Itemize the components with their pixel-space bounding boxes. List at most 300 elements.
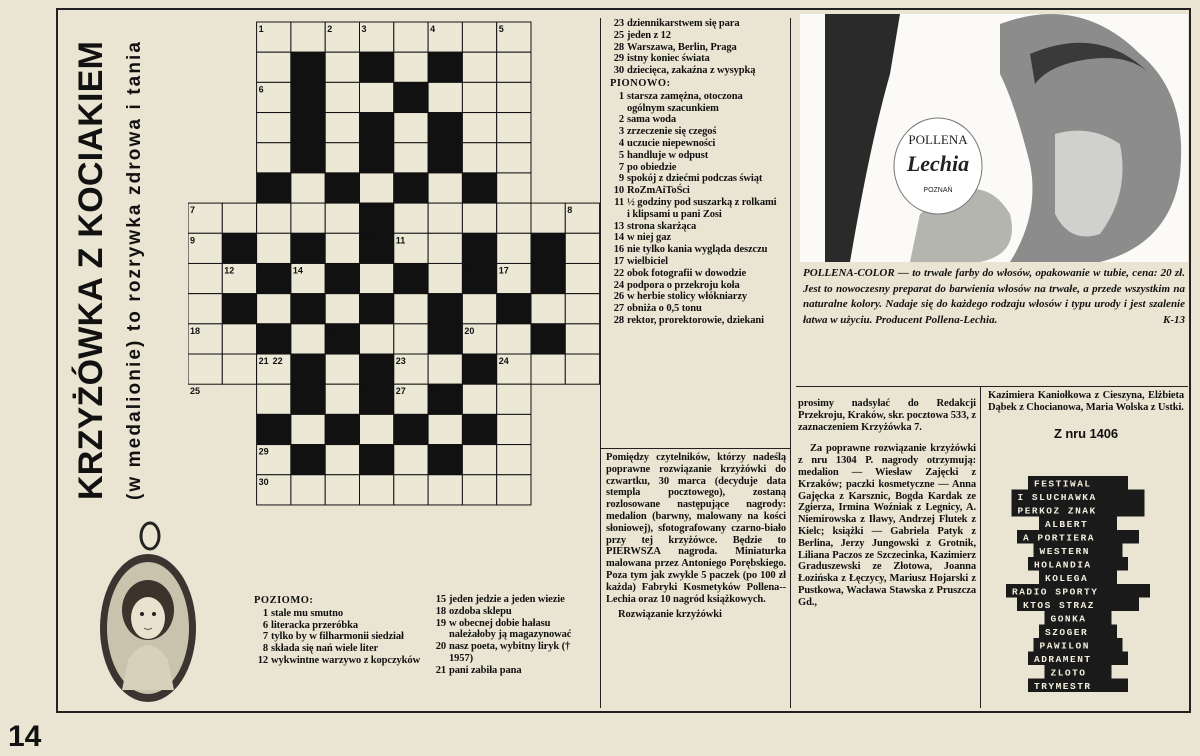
clue-item bbox=[610, 256, 780, 268]
clue-text: ½ godziny pod suszarką z rolkami i klipsami u pani Zosi bbox=[627, 196, 777, 220]
grid-number: 22 bbox=[272, 356, 283, 367]
grid-block bbox=[291, 384, 325, 414]
column-divider bbox=[790, 18, 791, 708]
clue-number: 19 bbox=[435, 617, 446, 629]
grid-cell bbox=[394, 203, 428, 233]
grid-cell bbox=[462, 113, 496, 143]
grid-cell bbox=[428, 354, 462, 384]
clue-text: wykwintne warzywo z kopczyków bbox=[271, 654, 421, 666]
grid-block bbox=[428, 143, 462, 173]
grid-block bbox=[325, 173, 359, 203]
grid-number: 8 bbox=[567, 205, 573, 216]
grid-cell bbox=[360, 324, 394, 354]
grid-number: 7 bbox=[190, 205, 196, 216]
solution-row: HOLANDIA bbox=[1034, 559, 1092, 571]
clue-item bbox=[610, 291, 780, 303]
grid-block bbox=[360, 354, 394, 384]
grid-block bbox=[360, 445, 394, 475]
grid-number: 24 bbox=[498, 356, 509, 367]
grid-cell bbox=[428, 203, 462, 233]
grid-block bbox=[291, 143, 325, 173]
grid-cell bbox=[325, 354, 359, 384]
clue-item bbox=[432, 665, 592, 677]
grid-cell bbox=[325, 294, 359, 324]
grid-block bbox=[291, 354, 325, 384]
clue-number: 7 bbox=[262, 631, 268, 643]
clue-number: 12 bbox=[257, 654, 268, 666]
clue-text: rektor, prorektorowie, dziekani bbox=[627, 314, 764, 326]
grid-cell bbox=[462, 22, 496, 52]
grid-cell bbox=[257, 384, 291, 414]
clue-text: handluje w odpust bbox=[627, 149, 709, 161]
grid-cell bbox=[325, 384, 359, 414]
clue-item bbox=[432, 641, 592, 665]
clue-item bbox=[610, 280, 780, 292]
grid-number: 16 bbox=[464, 265, 475, 276]
grid-cell bbox=[565, 354, 599, 384]
clue-item bbox=[254, 620, 429, 632]
grid-cell bbox=[531, 294, 565, 324]
clue-item bbox=[254, 608, 429, 620]
grid-cell bbox=[497, 445, 531, 475]
grid-block bbox=[531, 263, 565, 293]
clue-text: w niej gaz bbox=[627, 232, 671, 244]
clue-text: spokój z dziećmi podczas świąt bbox=[627, 173, 763, 185]
solution-row: SZOGER bbox=[1045, 627, 1089, 638]
grid-cell bbox=[462, 445, 496, 475]
grid-cell bbox=[325, 82, 359, 112]
pionowo-heading: PIONOWO: bbox=[610, 77, 671, 89]
grid-block bbox=[462, 173, 496, 203]
grid-cell bbox=[291, 324, 325, 354]
grid-block bbox=[428, 294, 462, 324]
solution-row: PERKOZ ZNAK bbox=[1017, 505, 1097, 517]
clue-text: strona skarżąca bbox=[627, 220, 697, 232]
clue-item bbox=[610, 126, 780, 138]
grid-cell bbox=[531, 354, 565, 384]
grid-block bbox=[257, 173, 291, 203]
grid-cell bbox=[291, 475, 325, 505]
clue-item bbox=[254, 655, 429, 667]
clue-item bbox=[610, 138, 780, 150]
grid-block bbox=[462, 414, 496, 444]
solution-row: GONKA bbox=[1050, 613, 1087, 625]
grid-cell bbox=[428, 475, 462, 505]
grid-cell bbox=[497, 384, 531, 414]
clue-text: obniża o 0,5 tonu bbox=[627, 303, 702, 315]
clue-text: po obiedzie bbox=[627, 161, 677, 173]
grid-cell bbox=[188, 263, 222, 293]
grid-cell bbox=[497, 233, 531, 263]
grid-cell bbox=[360, 82, 394, 112]
grid-number: 29 bbox=[258, 446, 269, 457]
clue-number: 24 bbox=[613, 279, 624, 291]
grid-block bbox=[428, 52, 462, 82]
clue-number: 18 bbox=[435, 605, 446, 617]
grid-cell bbox=[325, 445, 359, 475]
grid-cell bbox=[565, 233, 599, 263]
prize-text bbox=[606, 452, 786, 621]
clue-number: 16 bbox=[613, 244, 624, 256]
grid-cell bbox=[497, 52, 531, 82]
poziomo-column-3 bbox=[610, 18, 780, 327]
solution-row: ADRAMENT bbox=[1034, 654, 1092, 665]
grid-cell bbox=[325, 203, 359, 233]
grid-block bbox=[497, 294, 531, 324]
clue-text: stale mu smutno bbox=[271, 607, 344, 619]
grid-cell bbox=[428, 233, 462, 263]
grid-cell bbox=[428, 173, 462, 203]
grid-cell bbox=[428, 414, 462, 444]
grid-cell bbox=[360, 173, 394, 203]
clue-text: zrzeczenie się czegoś bbox=[627, 126, 717, 138]
grid-cell bbox=[360, 263, 394, 293]
clue-item bbox=[610, 114, 780, 126]
clue-number: 28 bbox=[613, 314, 624, 326]
send-instructions: prosimy nadsyłać do Redakcji Przekroju, Kraków, skr. pocztowa 533, z zaznaczeniem Krzyżówka 7. bbox=[798, 398, 976, 433]
grid-cell bbox=[497, 173, 531, 203]
grid-number: 26 bbox=[361, 386, 372, 397]
grid-cell bbox=[394, 324, 428, 354]
grid-cell bbox=[257, 294, 291, 324]
clue-text: tylko by w filharmonii siedział bbox=[271, 631, 404, 643]
grid-block bbox=[291, 52, 325, 82]
grid-number: 6 bbox=[258, 84, 264, 95]
clue-number: 20 bbox=[435, 641, 446, 653]
grid-block bbox=[360, 113, 394, 143]
grid-cell bbox=[462, 143, 496, 173]
grid-cell bbox=[325, 52, 359, 82]
clue-item bbox=[432, 618, 592, 642]
grid-cell bbox=[257, 52, 291, 82]
clue-text: Warszawa, Berlin, Praga bbox=[627, 41, 737, 53]
grid-block bbox=[360, 143, 394, 173]
grid-cell bbox=[394, 294, 428, 324]
grid-cell bbox=[325, 113, 359, 143]
grid-block bbox=[291, 113, 325, 143]
clue-item bbox=[610, 232, 780, 244]
grid-block bbox=[325, 263, 359, 293]
grid-cell bbox=[497, 113, 531, 143]
grid-cell bbox=[565, 324, 599, 354]
clue-number: 11 bbox=[614, 196, 624, 208]
grid-block bbox=[291, 445, 325, 475]
grid-block bbox=[462, 354, 496, 384]
clue-item bbox=[432, 606, 592, 618]
clue-item bbox=[610, 42, 780, 54]
clue-text: starsza zamężna, otoczona ogólnym szacunkiem bbox=[627, 90, 743, 114]
clue-item bbox=[610, 18, 780, 30]
grid-number: 13 bbox=[258, 265, 269, 276]
grid-block bbox=[291, 233, 325, 263]
grid-number: 9 bbox=[190, 235, 196, 246]
clue-text: ozdoba sklepu bbox=[449, 605, 512, 617]
solution-row: RADIO SPORTY bbox=[1012, 586, 1099, 598]
clue-text: pani zabiła pana bbox=[449, 664, 522, 676]
clue-item bbox=[610, 53, 780, 65]
grid-cell bbox=[257, 113, 291, 143]
grid-cell bbox=[462, 52, 496, 82]
grid-cell bbox=[565, 263, 599, 293]
grid-cell bbox=[497, 82, 531, 112]
winners-list-continued: Kazimiera Kaniołkowa z Cieszyna, Elżbieta Dąbek z Chocianowa, Maria Wolska z Ustki. bbox=[988, 390, 1184, 413]
poziomo-heading: POZIOMO: bbox=[254, 595, 314, 606]
grid-block bbox=[257, 414, 291, 444]
previous-solution-grid bbox=[988, 472, 1168, 704]
clue-number: 2 bbox=[618, 114, 624, 126]
prize-paragraph: Pomiędzy czytelników, którzy nadeślą poprawne rozwiązanie krzyżówki do czwartku, 30 marca (decyduje data stempla pocztowego), zostaną rozlosowane następujące nagrody: medalion (barwny, malowany na kości słoniowej), sfotografowany czarno-biało przy tej krzyżówce. Będzie to PIERWSZA nagroda. Miniaturka malowana przez Antoniego Porębskiego. Poza tym jak zwykle 5 paczek (po 100 zł każda) Fabryki Kosmetyków Pollena--Lechia oraz 10 nagród książkowych. bbox=[606, 452, 786, 605]
clue-item bbox=[610, 244, 780, 256]
grid-block bbox=[222, 294, 256, 324]
clue-number: 27 bbox=[613, 303, 624, 315]
winners-list: Za poprawne rozwiązanie krzyżówki z nru 1304 P. nagrody otrzymują: medalion — Wiesław Zajęcki z Krzaków; paczki kosmetyczne — Anna Gajęcka z Karsznic, Bogda Kardak ze Zgierza, Irmina Woźniak z Legnicy, A. Niemirowska z Iławy, Andrzej Flutek z Kielc; książki — Gabriela Patyk z Berlina, Jerzy Jungowski z Grotnik, Liliana Paczos ze Szczecinka, Kazimierz Graduszewski ze Złotowa, Joanna Łozińska z Łęczycy, Mariusz Hojarski z Pustkowa, Wacława Stawska z Pruszcza Gd., bbox=[798, 443, 976, 608]
grid-block bbox=[360, 294, 394, 324]
grid-cell bbox=[291, 173, 325, 203]
grid-cell bbox=[325, 475, 359, 505]
ad-text bbox=[803, 266, 1185, 328]
solution-row: KTOS STRAZ bbox=[1023, 600, 1096, 611]
clue-number: 21 bbox=[435, 664, 446, 676]
solution-row: I SLUCHAWKA bbox=[1017, 492, 1097, 503]
grid-block bbox=[394, 82, 428, 112]
grid-cell bbox=[497, 324, 531, 354]
solution-row: PAWILON bbox=[1039, 640, 1090, 652]
grid-cell bbox=[222, 203, 256, 233]
clue-number: 4 bbox=[618, 137, 624, 149]
clue-number: 9 bbox=[618, 173, 624, 185]
grid-number: 30 bbox=[258, 476, 269, 487]
clue-item bbox=[254, 631, 429, 643]
clue-text: dziecięca, zakaźna z wysypką bbox=[627, 65, 756, 77]
grid-cell bbox=[291, 203, 325, 233]
clue-number: 1 bbox=[262, 607, 268, 619]
clue-item bbox=[610, 162, 780, 174]
clue-text: istny koniec świata bbox=[627, 53, 710, 65]
grid-cell bbox=[291, 22, 325, 52]
grid-cell bbox=[565, 294, 599, 324]
grid-cell bbox=[428, 263, 462, 293]
grid-cell bbox=[462, 82, 496, 112]
clue-number: 17 bbox=[613, 255, 624, 267]
grid-cell bbox=[222, 354, 256, 384]
clue-item bbox=[432, 594, 592, 606]
clue-item bbox=[254, 643, 429, 655]
grid-number: 28 bbox=[430, 386, 441, 397]
grid-block bbox=[428, 445, 462, 475]
crossword-title bbox=[60, 12, 150, 512]
grid-cell bbox=[222, 324, 256, 354]
solution-row: FESTIWAL bbox=[1034, 478, 1092, 490]
grid-block bbox=[360, 52, 394, 82]
clue-item bbox=[610, 173, 780, 185]
ad-brand-script: Lechia bbox=[906, 151, 970, 176]
grid-cell bbox=[360, 414, 394, 444]
grid-number: 4 bbox=[430, 24, 436, 34]
ad-brand-top: POLLENA bbox=[908, 132, 968, 147]
grid-number: 11 bbox=[395, 235, 406, 246]
clue-item bbox=[610, 197, 780, 221]
grid-cell bbox=[394, 113, 428, 143]
grid-number: 15 bbox=[395, 265, 406, 276]
grid-cell bbox=[257, 203, 291, 233]
grid-cell bbox=[325, 233, 359, 263]
grid-block bbox=[291, 82, 325, 112]
grid-block bbox=[428, 324, 462, 354]
grid-number: 14 bbox=[292, 265, 303, 276]
grid-cell bbox=[497, 143, 531, 173]
clue-number: 25 bbox=[613, 29, 624, 41]
grid-block bbox=[428, 113, 462, 143]
grid-cell bbox=[462, 384, 496, 414]
grid-cell bbox=[497, 475, 531, 505]
solution-heading: Z nru 1406 bbox=[1053, 425, 1119, 441]
grid-cell bbox=[291, 414, 325, 444]
clue-number: 6 bbox=[262, 619, 268, 631]
grid-block bbox=[360, 203, 394, 233]
grid-number: 5 bbox=[498, 24, 504, 34]
clue-number: 3 bbox=[618, 126, 624, 138]
grid-cell bbox=[394, 143, 428, 173]
grid-number: 17 bbox=[498, 265, 509, 276]
clue-item bbox=[610, 303, 780, 315]
clue-number: 30 bbox=[613, 65, 624, 77]
grid-cell bbox=[462, 294, 496, 324]
grid-block bbox=[394, 173, 428, 203]
clue-number: 28 bbox=[613, 41, 624, 53]
clue-text: RoZmAiToŚci bbox=[627, 185, 690, 197]
prize-paragraph-end: Rozwiązanie krzyżówki bbox=[618, 609, 722, 621]
page-number: 14 bbox=[8, 720, 42, 753]
clue-text: nie tylko kania wygląda deszczu bbox=[627, 244, 768, 256]
solution-row: ZLOTO bbox=[1050, 667, 1087, 679]
ad-description: POLLENA-COLOR — to trwałe farby do włosów, opakowanie w tubie, cena: 20 zł. Jest to nowoczesny preparat do barwienia włosów na trwałe, a przede wszystkim na naturalne kolory. Nadaje się do każdego rodzaju włosów i typu urody i jest szalenie łatwa w użyciu. Producent Pollena-Lechia. bbox=[803, 267, 1185, 326]
clue-text: w herbie stolicy włókniarzy bbox=[627, 291, 748, 303]
grid-number: 27 bbox=[395, 386, 406, 397]
clue-item bbox=[610, 315, 780, 327]
grid-number: 2 bbox=[327, 24, 333, 34]
clue-text: uczucie niepewności bbox=[627, 137, 716, 149]
ad-code: K-13 bbox=[1163, 313, 1185, 326]
grid-cell bbox=[497, 203, 531, 233]
grid-cell bbox=[394, 52, 428, 82]
clue-item bbox=[610, 221, 780, 233]
grid-number: 1 bbox=[258, 24, 264, 34]
clue-number: 8 bbox=[262, 643, 268, 655]
grid-number: 23 bbox=[395, 356, 406, 367]
grid-block bbox=[222, 233, 256, 263]
title-line-2: (w medalionie) to rozrywka zdrowa i tania bbox=[124, 40, 145, 500]
solution-row: KOLEGA bbox=[1045, 573, 1089, 584]
clue-number: 1 bbox=[618, 90, 624, 102]
clue-text: w obecnej dobie hałasu należałoby ją magazynować bbox=[449, 617, 572, 641]
clue-number: 29 bbox=[613, 53, 624, 65]
grid-cell bbox=[257, 233, 291, 263]
grid-cell bbox=[257, 143, 291, 173]
clue-item bbox=[610, 150, 780, 162]
grid-block bbox=[531, 233, 565, 263]
solution-row: A PORTIERA bbox=[1023, 532, 1096, 544]
grid-cell bbox=[462, 203, 496, 233]
clue-number: 22 bbox=[613, 267, 624, 279]
solution-row: TRYMESTR bbox=[1034, 681, 1092, 692]
solution-row: ALBERT bbox=[1045, 519, 1089, 530]
grid-number: 21 bbox=[258, 356, 269, 367]
grid-number: 10 bbox=[361, 235, 372, 246]
grid-cell bbox=[462, 475, 496, 505]
clue-text: dziennikarstwem się para bbox=[627, 18, 740, 29]
column-divider bbox=[980, 386, 981, 708]
grid-block bbox=[291, 294, 325, 324]
grid-cell bbox=[394, 475, 428, 505]
grid-cell bbox=[188, 354, 222, 384]
clue-text: literacka przeróbka bbox=[271, 619, 359, 631]
clue-number: 23 bbox=[613, 18, 624, 29]
clue-text: składa się nań wiele liter bbox=[271, 643, 379, 655]
grid-cell bbox=[325, 143, 359, 173]
clue-number: 15 bbox=[435, 594, 446, 605]
grid-block bbox=[394, 414, 428, 444]
grid-cell bbox=[531, 203, 565, 233]
grid-number: 18 bbox=[190, 325, 201, 336]
grid-cell bbox=[188, 294, 222, 324]
clue-item bbox=[610, 185, 780, 197]
clue-item bbox=[610, 65, 780, 77]
clue-text: obok fotografii w dowodzie bbox=[627, 267, 747, 279]
clue-text: jeden jedzie a jeden wiezie bbox=[449, 594, 565, 605]
grid-number: 12 bbox=[224, 265, 235, 276]
section-divider bbox=[600, 448, 790, 449]
clue-text: sama woda bbox=[627, 114, 676, 126]
grid-cell bbox=[428, 82, 462, 112]
clue-number: 13 bbox=[613, 220, 624, 232]
clue-item bbox=[610, 30, 780, 42]
winners-continued bbox=[988, 390, 1184, 439]
ad-brand-city: POZNAŃ bbox=[923, 187, 953, 194]
grid-cell bbox=[394, 445, 428, 475]
grid-block bbox=[257, 324, 291, 354]
grid-block bbox=[462, 233, 496, 263]
grid-block bbox=[531, 324, 565, 354]
grid-number: 19 bbox=[327, 325, 338, 336]
solution-row: WESTERN bbox=[1039, 546, 1090, 557]
grid-cell bbox=[497, 414, 531, 444]
crossword-grid bbox=[188, 18, 600, 590]
clue-number: 10 bbox=[613, 185, 624, 197]
poziomo-column-1 bbox=[254, 594, 429, 667]
clue-text: jeden z 12 bbox=[627, 29, 671, 41]
clue-number: 26 bbox=[613, 291, 624, 303]
poziomo-column-2 bbox=[432, 594, 592, 677]
grid-number: 25 bbox=[190, 386, 201, 397]
clue-number: 5 bbox=[618, 149, 624, 161]
column-divider bbox=[600, 18, 601, 708]
grid-number: 20 bbox=[464, 325, 475, 336]
pollena-ad-image bbox=[800, 14, 1188, 262]
title-line-1: KRZYŻÓWKA Z KOCIAKIEM bbox=[72, 40, 110, 500]
clue-item bbox=[610, 91, 780, 115]
grid-block bbox=[325, 414, 359, 444]
winners-column bbox=[798, 398, 976, 609]
grid-number: 3 bbox=[361, 24, 367, 34]
clue-text: nasz poeta, wybitny liryk († 1957) bbox=[449, 641, 571, 664]
clue-text: wielbiciel bbox=[627, 255, 668, 267]
clue-text: podpora o przekroju koła bbox=[627, 279, 740, 291]
grid-cell bbox=[394, 22, 428, 52]
clue-item bbox=[610, 268, 780, 280]
section-divider bbox=[796, 386, 1188, 387]
clue-number: 14 bbox=[613, 232, 624, 244]
clue-number: 7 bbox=[618, 161, 624, 173]
